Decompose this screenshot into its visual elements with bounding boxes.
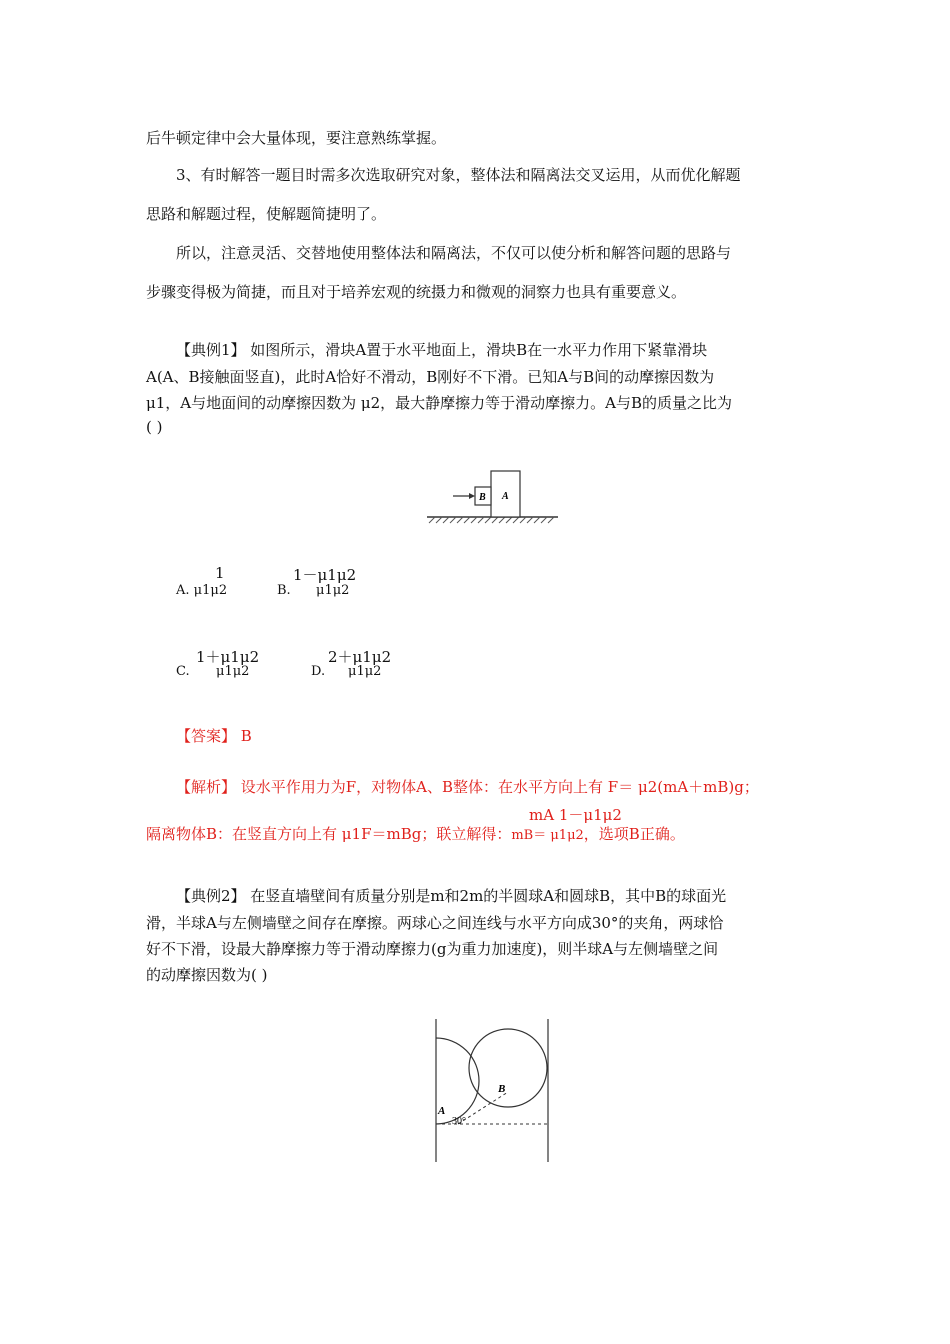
option-b-label: B. bbox=[277, 583, 291, 598]
sphere-b-label: B bbox=[498, 1083, 506, 1095]
example1-analysis-line2 bbox=[146, 823, 685, 844]
option-d-label: D. bbox=[311, 664, 326, 679]
analysis-fraction-numerator: mA 1－μ1μ2 bbox=[529, 806, 622, 824]
option-d-denominator: μ1μ2 bbox=[348, 664, 382, 679]
intro-p1-line1: 后牛顿定律中会大量体现，要注意熟练掌握。 bbox=[146, 129, 447, 147]
option-b-denominator: μ1μ2 bbox=[316, 583, 350, 598]
example1-line1: 【典例1】 如图所示，滑块A置于水平地面上，滑块B在一水平力作用下紧靠滑块 bbox=[176, 341, 708, 359]
option-c-label: C. bbox=[176, 664, 190, 679]
option-a-label: A. μ1μ2 bbox=[176, 583, 228, 598]
force-arrow-head bbox=[469, 493, 475, 499]
analysis-line2-suffix: ，选项B正确。 bbox=[583, 825, 685, 843]
example2-line2: 滑，半球A与左侧墙壁之间存在摩擦。两球心之间连线与水平方向成30°的夹角，两球恰 bbox=[146, 914, 724, 932]
example2-line4: 的动摩擦因数为( ) bbox=[146, 966, 268, 984]
block-a-label: A bbox=[502, 491, 509, 502]
intro-p3-line1: 所以，注意灵活、交替地使用整体法和隔离法，不仅可以使分析和解答问题的思路与 bbox=[176, 244, 732, 262]
example1-line2: A(A、B接触面竖直)，此时A恰好不滑动，B刚好不下滑。已知A与B间的动摩擦因数为 bbox=[146, 368, 715, 386]
angle-label: 30° bbox=[452, 1116, 466, 1127]
example1-answer: 【答案】 B bbox=[176, 727, 252, 745]
block-b-label: B bbox=[479, 492, 486, 503]
example1-analysis-line1: 【解析】 设水平作用力为F，对物体A、B整体：在水平方向上有 F＝ μ2(mA＋mB)g； bbox=[176, 778, 759, 796]
example2-spheres-diagram bbox=[428, 1016, 558, 1164]
sphere-b bbox=[469, 1029, 547, 1107]
example1-block-diagram bbox=[424, 468, 560, 524]
option-c-denominator: μ1μ2 bbox=[216, 664, 250, 679]
example2-line1: 【典例2】 在竖直墙壁间有质量分别是m和2m的半圆球A和圆球B，其中B的球面光 bbox=[176, 887, 727, 905]
intro-p2-line2: 思路和解题过程，使解题简捷明了。 bbox=[146, 205, 387, 223]
analysis-fraction-denominator: mB＝ μ1μ2 bbox=[511, 828, 584, 843]
intro-p2-line1: 3、有时解答一题目时需多次选取研究对象，整体法和隔离法交叉运用，从而优化解题 bbox=[176, 166, 741, 184]
option-c-numerator: 1＋μ1μ2 bbox=[196, 648, 260, 666]
ground-hatching bbox=[429, 517, 554, 523]
example2-line3: 好不下滑，设最大静摩擦力等于滑动摩擦力(g为重力加速度)，则半球A与左侧墙壁之间 bbox=[146, 940, 719, 958]
example1-line4: ( ) bbox=[146, 418, 163, 436]
example1-line3: μ1，A与地面间的动摩擦因数为 μ2，最大静摩擦力等于滑动摩擦力。A与B的质量之比为 bbox=[146, 394, 733, 412]
option-a-numerator: 1 bbox=[215, 564, 225, 582]
option-b-numerator: 1－μ1μ2 bbox=[293, 566, 357, 584]
sphere-a-label: A bbox=[438, 1105, 446, 1117]
intro-p3-line2: 步骤变得极为简捷，而且对于培养宏观的统摄力和微观的洞察力也具有重要意义。 bbox=[146, 283, 687, 301]
analysis-line2-prefix: 隔离物体B：在竖直方向上有 μ1F＝mBg；联立解得： bbox=[146, 825, 512, 843]
option-d-numerator: 2＋μ1μ2 bbox=[328, 648, 392, 666]
